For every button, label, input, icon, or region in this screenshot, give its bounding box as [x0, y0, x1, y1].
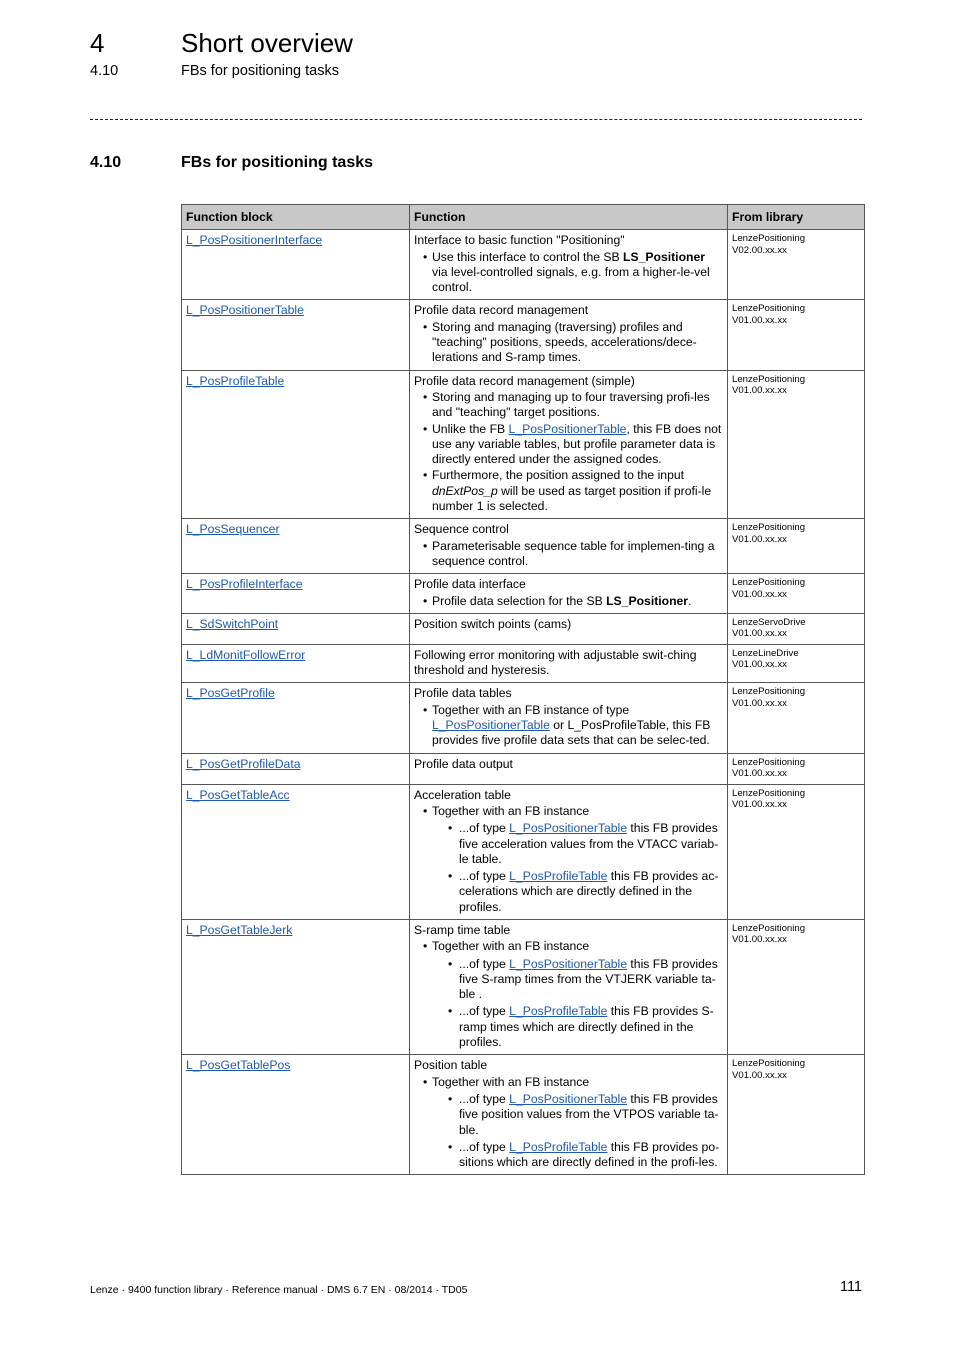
function-cell — [410, 230, 728, 300]
bullet-text: Together with an FB instance — [432, 939, 590, 954]
library-name: LenzeServoDrive — [732, 616, 806, 628]
library-name: LenzePositioning — [732, 756, 806, 768]
library-name: LenzePositioning — [732, 577, 806, 589]
table-row — [182, 919, 865, 1054]
bullet-list — [414, 1075, 723, 1171]
bullet-text: this FB provides po-sitions which are directly defined in the profi-les. — [459, 1139, 720, 1170]
bullet-text: this FB provides five position values from the VTPOS variable ta-ble. — [459, 1091, 719, 1137]
list-item — [414, 1075, 723, 1171]
bullet-text: ...of type — [459, 1004, 510, 1019]
list-item — [414, 422, 723, 468]
bullet-list — [414, 250, 723, 296]
bullet-list — [414, 539, 723, 570]
library-name: LenzePositioning — [732, 233, 806, 245]
function-desc: Profile data output — [414, 756, 513, 771]
bullet-text: Profile data selection for the SB — [432, 593, 607, 608]
library-name: LenzePositioning — [732, 522, 806, 534]
fb-cell — [182, 519, 410, 574]
page-number: 111 — [839, 1279, 862, 1295]
list-item — [445, 1004, 723, 1050]
list-item — [445, 957, 723, 1003]
bullet-list — [414, 390, 723, 514]
function-cell — [410, 919, 728, 1054]
function-desc: Position switch points (cams) — [414, 616, 572, 631]
function-desc: Sequence control — [414, 522, 509, 537]
bullet-list — [414, 594, 723, 609]
sub-bullet-list — [432, 1092, 723, 1170]
fb-link[interactable]: L_PosPositionerTable — [509, 1091, 628, 1106]
library-version: V01.00.xx.xx — [732, 628, 787, 640]
library-name: LenzePositioning — [732, 922, 806, 934]
header-function-block: Function block — [182, 205, 410, 230]
bullet-text: ...of type — [459, 821, 510, 836]
table-row — [182, 683, 865, 753]
list-item — [414, 703, 723, 749]
table-row — [182, 753, 865, 784]
subchapter-title: FBs for positioning tasks — [181, 63, 339, 79]
library-cell — [728, 683, 865, 753]
table-row — [182, 370, 865, 519]
library-version: V01.00.xx.xx — [732, 934, 787, 946]
function-cell — [410, 519, 728, 574]
bullet-text: . — [688, 593, 692, 608]
table-row — [182, 1055, 865, 1175]
header-dashed-rule — [90, 119, 862, 120]
library-version: V01.00.xx.xx — [732, 697, 787, 709]
function-desc: Interface to basic function "Positioning" — [414, 233, 625, 248]
fb-link[interactable]: L_PosProfileTable — [509, 869, 608, 884]
list-item — [445, 1140, 723, 1171]
fb-link[interactable]: L_PosPositionerTable — [186, 303, 304, 318]
table-row — [182, 230, 865, 300]
function-cell — [410, 644, 728, 683]
fb-link[interactable]: L_PosPositionerTable — [432, 718, 550, 733]
function-desc: Profile data interface — [414, 577, 526, 592]
fb-cell — [182, 613, 410, 644]
bullet-list — [414, 804, 723, 915]
list-item — [445, 869, 723, 915]
library-name: LenzePositioning — [732, 787, 806, 799]
list-item: • Parameterisable sequence table for implemen-ting a sequence control. — [414, 539, 723, 570]
list-item — [414, 804, 723, 915]
list-item — [414, 594, 723, 609]
table-row — [182, 613, 865, 644]
header-from-library: From library — [728, 205, 865, 230]
fb-cell — [182, 1055, 410, 1175]
fb-link[interactable]: L_PosGetProfile — [186, 686, 275, 701]
bullet-text: this FB provides S-ramp times which are directly defined in the profiles. — [459, 1004, 714, 1050]
section-title: FBs for positioning tasks — [181, 154, 374, 171]
library-name: LenzeLineDrive — [732, 647, 799, 659]
library-cell — [728, 300, 865, 370]
list-item: • Storing and managing (traversing) profiles and "teaching" positions, speeds, accelerations/dece-lerations and S-ramp times. — [414, 320, 723, 366]
library-version: V02.00.xx.xx — [732, 244, 787, 256]
bullet-text: ...of type — [459, 869, 510, 884]
library-version: V01.00.xx.xx — [732, 659, 787, 671]
fb-link[interactable]: L_PosGetProfileData — [186, 756, 301, 771]
library-name: LenzePositioning — [732, 1058, 806, 1070]
bullet-text: this FB provides five S-ramp times from the VTJERK variable ta-ble . — [459, 956, 718, 1002]
table-row — [182, 784, 865, 919]
sub-bullet-list — [432, 821, 723, 915]
function-cell — [410, 613, 728, 644]
library-cell — [728, 1055, 865, 1175]
function-desc: Acceleration table — [414, 787, 511, 802]
header-function: Function — [410, 205, 728, 230]
library-name: LenzePositioning — [732, 686, 806, 698]
bullet-text: Together with an FB instance — [432, 1074, 590, 1089]
function-desc: Profile data record management (simple) — [414, 373, 635, 388]
list-item — [414, 939, 723, 1050]
input-name: dnExtPos_p — [432, 483, 498, 498]
library-version: V01.00.xx.xx — [732, 588, 787, 600]
bullet-bold: LS_Positioner — [606, 593, 689, 608]
bullet-list — [414, 320, 723, 366]
bullet-text: or L_PosProfileTable, this FB provides five profile data sets that can be selec-ted. — [432, 718, 711, 748]
bullet-text: Together with an FB instance — [432, 803, 590, 818]
function-cell — [410, 1055, 728, 1175]
library-cell — [728, 370, 865, 519]
bullet-text: via level-controlled signals, e.g. from a higher-le-vel control. — [432, 264, 710, 295]
bullet-text: ...of type — [459, 1139, 510, 1154]
function-cell — [410, 784, 728, 919]
fb-link[interactable]: L_PosGetTablePos — [186, 1058, 291, 1073]
chapter-number: 4 — [90, 28, 105, 58]
fb-link[interactable]: L_PosGetTableAcc — [186, 787, 290, 802]
list-item: • Storing and managing up to four traversing profi-les and "teaching" target positions. — [414, 390, 723, 421]
list-item — [445, 821, 723, 867]
function-desc: Profile data record management — [414, 303, 589, 318]
fb-link[interactable]: L_PosGetTableJerk — [186, 922, 293, 937]
bullet-text: will be used as target position if profi-le number 1 is selected. — [432, 483, 712, 514]
table-row — [182, 300, 865, 370]
fb-cell — [182, 919, 410, 1054]
table-row — [182, 644, 865, 683]
library-cell — [728, 613, 865, 644]
library-cell — [728, 574, 865, 614]
table-header-row — [182, 205, 865, 230]
footer-document-info: Lenze · 9400 function library · Reference manual · DMS 6.7 EN · 08/2014 · TD05 — [90, 1284, 468, 1296]
library-version: V01.00.xx.xx — [732, 799, 787, 811]
fb-cell — [182, 683, 410, 753]
function-cell — [410, 683, 728, 753]
library-cell — [728, 644, 865, 683]
function-cell — [410, 370, 728, 519]
library-cell — [728, 519, 865, 574]
bullet-text: Unlike the FB — [432, 421, 509, 436]
function-block-table — [181, 204, 865, 1175]
bullet-text: Furthermore, the position assigned to the input — [432, 468, 685, 483]
function-cell — [410, 300, 728, 370]
bullet-text: this FB provides five acceleration values from the VTACC variab-le table. — [459, 821, 719, 866]
fb-link[interactable]: L_PosPositionerTable — [508, 421, 627, 436]
library-version: V01.00.xx.xx — [732, 385, 787, 397]
fb-cell — [182, 574, 410, 614]
bullet-text: Use this interface to control the SB — [432, 249, 624, 264]
table-row — [182, 574, 865, 614]
function-desc: Position table — [414, 1058, 488, 1073]
library-cell — [728, 753, 865, 784]
fb-link[interactable]: L_PosPositionerTable — [509, 821, 628, 836]
bullet-list — [414, 703, 723, 749]
fb-link[interactable]: L_PosProfileTable — [509, 1004, 608, 1019]
fb-cell — [182, 370, 410, 519]
library-cell — [728, 784, 865, 919]
bullet-text: Together with an FB instance of type — [432, 702, 630, 717]
section-number: 4.10 — [90, 154, 122, 171]
subchapter-number: 4.10 — [90, 63, 119, 79]
function-desc: Following error monitoring with adjustable swit-ching threshold and hysteresis. — [414, 647, 697, 678]
library-cell — [728, 919, 865, 1054]
sub-bullet-list — [432, 957, 723, 1051]
bullet-text: ...of type — [459, 956, 510, 971]
fb-link[interactable]: L_PosProfileTable — [186, 373, 285, 388]
fb-link[interactable]: L_PosProfileInterface — [186, 577, 303, 592]
fb-cell — [182, 753, 410, 784]
fb-cell — [182, 300, 410, 370]
library-name: LenzePositioning — [732, 373, 806, 385]
function-cell — [410, 753, 728, 784]
library-version: V01.00.xx.xx — [732, 314, 787, 326]
bullet-bold: LS_Positioner — [623, 249, 705, 264]
library-cell — [728, 230, 865, 300]
fb-link[interactable]: L_PosProfileTable — [509, 1139, 608, 1154]
function-desc: S-ramp time table — [414, 922, 511, 937]
list-item — [414, 468, 723, 514]
fb-cell — [182, 644, 410, 683]
fb-link[interactable]: L_PosSequencer — [186, 522, 280, 537]
fb-cell — [182, 230, 410, 300]
chapter-title: Short overview — [181, 28, 353, 58]
fb-link[interactable]: L_LdMonitFollowError — [186, 647, 306, 662]
bullet-text: , this FB does not use any variable tables, but profile parameter data is directly entered under the assigned codes. — [432, 421, 722, 467]
fb-link[interactable]: L_SdSwitchPoint — [186, 616, 279, 631]
library-version: V01.00.xx.xx — [732, 533, 787, 545]
fb-link[interactable]: L_PosPositionerTable — [509, 956, 628, 971]
library-name: LenzePositioning — [732, 303, 806, 315]
fb-link[interactable]: L_PosPositionerInterface — [186, 233, 323, 248]
list-item — [414, 250, 723, 296]
bullet-list — [414, 939, 723, 1050]
bullet-text: this FB provides ac-celerations which are directly defined in the profiles. — [459, 869, 719, 914]
function-cell — [410, 574, 728, 614]
library-version: V01.00.xx.xx — [732, 768, 787, 780]
library-version: V01.00.xx.xx — [732, 1069, 787, 1081]
table-row — [182, 519, 865, 574]
fb-cell — [182, 784, 410, 919]
list-item — [445, 1092, 723, 1138]
function-desc: Profile data tables — [414, 686, 512, 701]
bullet-text: ...of type — [459, 1091, 510, 1106]
